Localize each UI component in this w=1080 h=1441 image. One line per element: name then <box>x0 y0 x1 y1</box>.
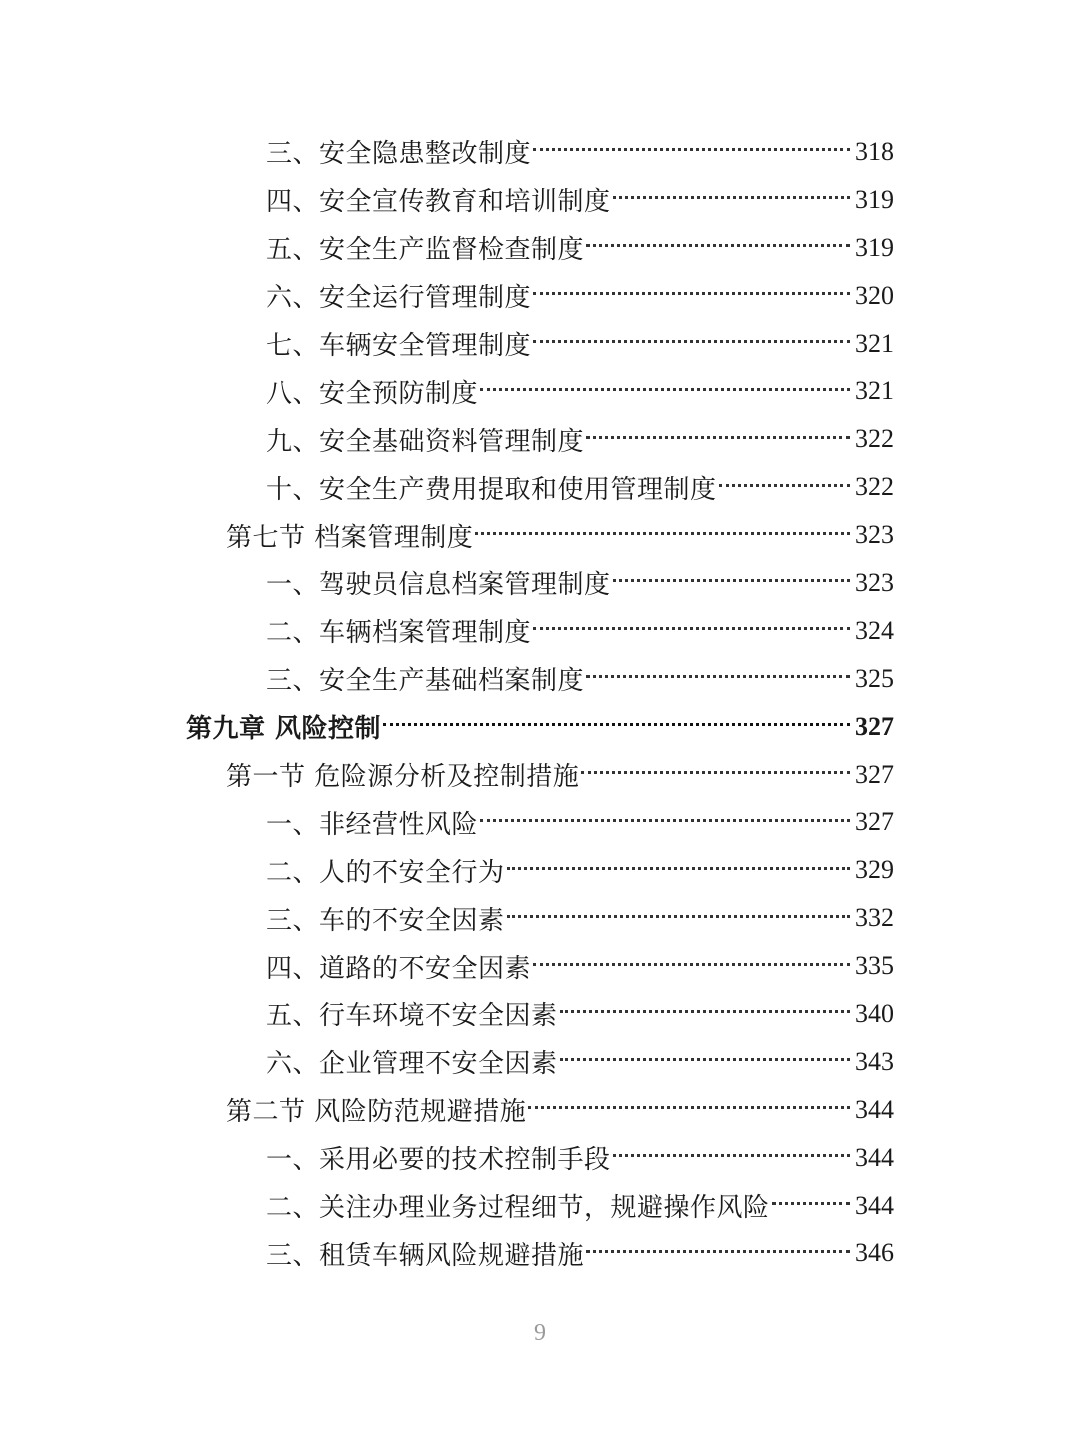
dot-leader <box>586 1250 850 1253</box>
toc-entry-title: 一、非经营性风险 <box>266 809 479 840</box>
toc-entry-title: 七、车辆安全管理制度 <box>266 331 532 361</box>
dot-leader <box>507 867 850 870</box>
toc-entry-title: 第二节 风险防范规避措施 <box>226 1097 527 1128</box>
dot-leader <box>581 771 850 774</box>
toc-entry-title: 五、行车环境不安全因素 <box>266 1001 558 1032</box>
dot-leader <box>480 819 850 822</box>
dot-leader <box>533 963 850 966</box>
toc-entry-page: 327 <box>855 807 894 837</box>
toc-entry-page: 327 <box>855 711 894 741</box>
dot-leader <box>533 292 850 295</box>
toc-entry-page: 327 <box>855 759 894 789</box>
dot-leader <box>586 675 850 678</box>
toc-section-row[interactable] <box>0 751 1080 799</box>
toc-entry-page: 344 <box>855 1094 894 1124</box>
toc-item-row[interactable] <box>0 1038 1080 1086</box>
toc-entry-title: 三、安全生产基础档案制度 <box>266 666 585 697</box>
toc-entry-title: 第九章 风险控制 <box>186 714 382 745</box>
toc-entry-page: 329 <box>855 855 894 885</box>
toc-entry-title: 十、安全生产费用提取和使用管理制度 <box>266 474 717 505</box>
toc-entry-title: 一、采用必要的技术控制手段 <box>266 1145 611 1176</box>
toc-entry-page: 340 <box>855 998 894 1028</box>
toc-item-row[interactable] <box>0 1134 1080 1182</box>
dot-leader <box>383 723 850 726</box>
toc-entry-title: 八、安全预防制度 <box>266 378 479 409</box>
toc-entry-page: 324 <box>855 615 894 645</box>
toc-entry-page: 344 <box>855 1142 894 1172</box>
page-number: 9 <box>534 1320 546 1346</box>
toc-item-row[interactable] <box>0 176 1080 224</box>
dot-leader <box>613 196 850 199</box>
toc-entry-page: 320 <box>855 280 894 310</box>
toc-item-row[interactable] <box>0 655 1080 703</box>
toc-entry-title: 三、安全隐患整改制度 <box>266 139 532 170</box>
toc-entry-page: 344 <box>855 1190 894 1220</box>
toc-entry-title: 二、车辆档案管理制度 <box>266 618 532 649</box>
toc-entry-page: 322 <box>855 424 894 454</box>
toc-entry-title: 二、人的不安全行为 <box>266 857 505 888</box>
toc-entry-title: 三、车的不安全因素 <box>266 905 505 936</box>
toc-item-row[interactable] <box>0 1182 1080 1230</box>
toc-chapter-row[interactable] <box>0 703 1080 751</box>
toc-entry-page: 319 <box>855 232 894 262</box>
toc-item-row[interactable] <box>0 415 1080 463</box>
toc-item-row[interactable] <box>0 320 1080 368</box>
toc-section-row[interactable] <box>0 511 1080 559</box>
toc-entry-title: 第一节 危险源分析及控制措施 <box>226 762 580 793</box>
toc-entry-page: 323 <box>855 567 894 597</box>
toc-item-row[interactable] <box>0 990 1080 1038</box>
toc-entry-title: 四、道路的不安全因素 <box>266 953 532 984</box>
dot-leader <box>586 436 850 439</box>
toc-entry-title: 四、安全宣传教育和培训制度 <box>266 187 611 218</box>
dot-leader <box>533 148 850 151</box>
dot-leader <box>528 1106 850 1109</box>
toc-item-row[interactable] <box>0 846 1080 894</box>
toc-entry-title: 六、安全运行管理制度 <box>266 283 532 314</box>
toc-entry-title: 三、租赁车辆风险规避措施 <box>266 1240 585 1271</box>
dot-leader <box>613 1154 850 1157</box>
toc-entry-page: 346 <box>855 1238 894 1268</box>
toc-entry-page: 318 <box>855 136 894 166</box>
toc-item-row[interactable] <box>0 1229 1080 1277</box>
toc-item-row[interactable] <box>0 607 1080 655</box>
dot-leader <box>613 579 850 582</box>
toc-entry-title: 二、关注办理业务过程细节，规避操作风险 <box>266 1193 770 1224</box>
dot-leader <box>586 244 850 247</box>
toc-item-row[interactable] <box>0 798 1080 846</box>
toc-section-row[interactable] <box>0 1086 1080 1134</box>
toc-entry-page: 321 <box>855 376 894 406</box>
toc-entry-title: 九、安全基础资料管理制度 <box>266 426 585 457</box>
toc-entry-page: 319 <box>855 184 894 214</box>
toc-entry-title: 第七节 档案管理制度 <box>226 522 474 553</box>
toc-entry-title: 一、驾驶员信息档案管理制度 <box>266 570 611 601</box>
dot-leader <box>533 627 850 630</box>
dot-leader <box>533 340 850 343</box>
dot-leader <box>480 388 850 391</box>
dot-leader <box>475 532 850 535</box>
dot-leader <box>507 915 850 918</box>
toc-item-row[interactable] <box>0 224 1080 272</box>
toc-item-row[interactable] <box>0 942 1080 990</box>
toc-item-row[interactable] <box>0 272 1080 320</box>
toc-entry-page: 321 <box>855 328 894 358</box>
toc-item-row[interactable] <box>0 894 1080 942</box>
dot-leader <box>560 1058 850 1061</box>
toc-entry-title: 六、企业管理不安全因素 <box>266 1049 558 1080</box>
toc-entry-title: 五、安全生产监督检查制度 <box>266 235 585 266</box>
toc-item-row[interactable] <box>0 128 1080 176</box>
dot-leader <box>772 1202 850 1205</box>
toc-entry-page: 323 <box>855 520 894 550</box>
toc-item-row[interactable] <box>0 463 1080 511</box>
toc-entry-page: 325 <box>855 663 894 693</box>
toc-entry-page: 322 <box>855 472 894 502</box>
table-of-contents <box>0 128 1080 1277</box>
toc-entry-page: 332 <box>855 903 894 933</box>
toc-entry-page: 335 <box>855 951 894 981</box>
dot-leader <box>560 1010 850 1013</box>
toc-item-row[interactable] <box>0 367 1080 415</box>
toc-entry-page: 343 <box>855 1046 894 1076</box>
toc-item-row[interactable] <box>0 559 1080 607</box>
dot-leader <box>719 484 850 487</box>
